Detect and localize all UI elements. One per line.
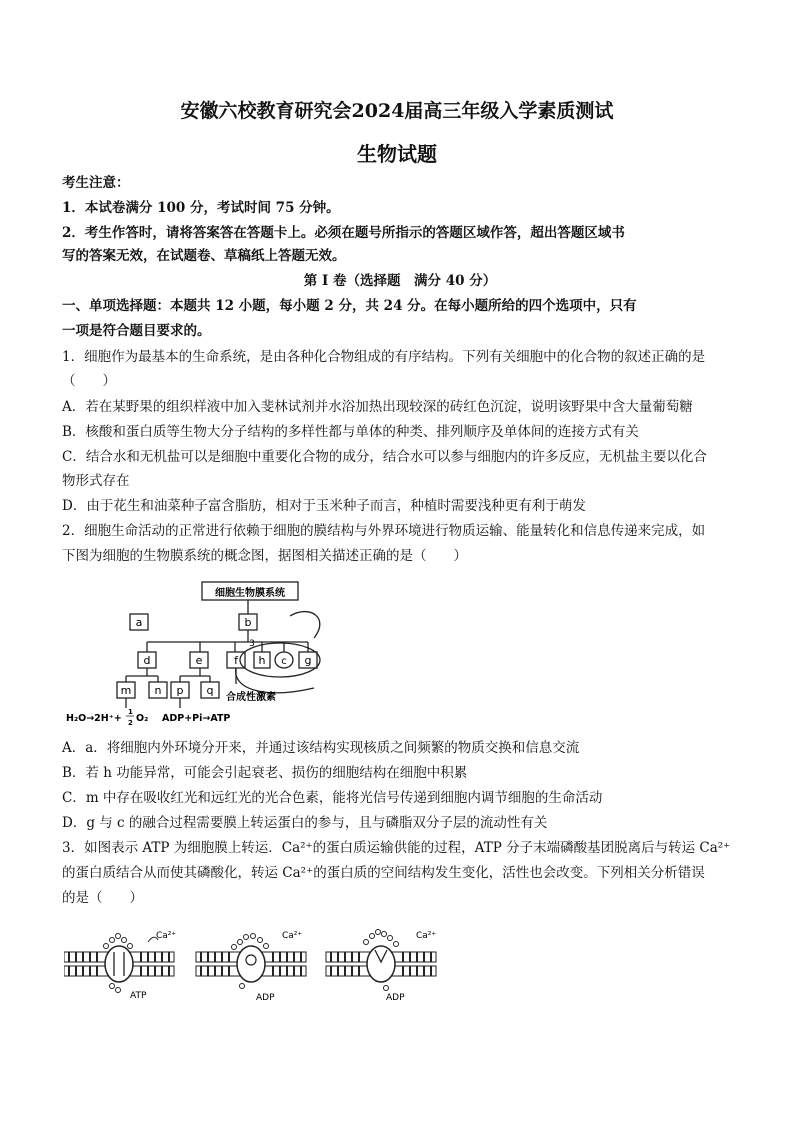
diagram-equation-o2: O₂ (136, 713, 149, 724)
q3-stem-line-3: 的是（ ） (62, 890, 143, 906)
q3-panel-3 (326, 930, 436, 1004)
diagram-label-a: a (135, 616, 143, 629)
exam-title: 安徽六校教育研究会2024届高三年级入学素质测试 (180, 100, 614, 122)
q3-panel-2 (196, 931, 306, 1003)
section-intro-line-2: 一项是符合题目要求的。 (62, 323, 211, 339)
diagram-label-g: g (304, 654, 312, 667)
diagram-root-label: 细胞生物膜系统 (215, 588, 285, 599)
q3-stem-line-1: 3．如图表示 ATP 为细胞膜上转运．Ca²⁺的蛋白质运输供能的过程，ATP 分子末端磷酸基团脱离后与转运 Ca²⁺ (62, 840, 731, 856)
q1-option-c-line-1: C．结合水和无机盐可以是细胞中重要化合物的成分，结合水可以参与细胞内的许多反应，无机盐主要以化合 (62, 449, 707, 465)
q1-stem-line-2: （ ） (62, 373, 116, 389)
diagram-label-d: d (143, 654, 151, 667)
q2-stem-line-2: 下图为细胞的生物膜系统的概念图，据图相关描述正确的是（ ） (62, 548, 467, 564)
volume-heading: 第 I 卷（选择题 满分 40 分） (303, 273, 497, 289)
diagram-label-b: b (244, 616, 252, 629)
q3-ion-label-3: Ca²⁺ (416, 931, 437, 941)
notice-item-1: 1．本试卷满分 100 分，考试时间 75 分钟。 (62, 200, 340, 216)
q2-option-b: B．若 h 功能异常，可能会引起衰老、损伤的细胞结构在细胞中积累 (62, 765, 468, 781)
q1-option-c-line-2: 物形式存在 (62, 473, 130, 489)
q3-adp-label-1: ADP (256, 993, 275, 1003)
q2-option-d: D．g 与 c 的融合过程需要膜上转运蛋白的参与，且与磷脂双分子层的流动性有关 (62, 815, 548, 831)
q1-stem-line-1: 1．细胞作为最基本的生命系统，是由各种化合物组成的有序结构。下列有关细胞中的化合物的叙述正确的是 (62, 349, 706, 365)
subject-title: 生物试题 (357, 142, 437, 166)
q2-option-c: C．m 中存在吸收红光和远红光的光合色素，能将光信号传递到细胞内调节细胞的生命活动 (62, 790, 603, 806)
q2-option-a: A．a．将细胞内外环境分开来，并通过该结构实现核质之间频繁的物质交换和信息交流 (62, 740, 580, 756)
q2-stem-line-1: 2．细胞生命活动的正常进行依赖于细胞的膜结构与外界环境进行物质运输、能量转化和信息传递来完成，如 (62, 523, 706, 539)
diagram-equation-fraction-den: 2 (128, 719, 133, 727)
section-intro-line-1: 一、单项选择题：本题共 12 小题，每小题 2 分，共 24 分。在每小题所给的四个选项中，只有 (62, 298, 637, 314)
q3-adp-label-2: ADP (386, 993, 405, 1003)
diagram-label-e: e (195, 654, 203, 667)
diagram-label-3: 3 (249, 639, 255, 649)
notice-item-2-line-1: 2．考生作答时，请将答案答在答题卡上。必须在题号所指示的答题区域作答，超出答题区域书 (62, 225, 625, 241)
q1-option-b: B．核酸和蛋白质等生物大分子结构的多样性都与单体的种类、排列顺序及单体间的连接方式有关 (62, 424, 639, 440)
q1-option-a: A．若在某野果的组织样液中加入斐林试剂并水浴加热出现较深的砖红色沉淀，说明该野果中含大量葡萄糖 (62, 399, 693, 415)
q3-ion-label-1: Ca²⁺ (156, 931, 177, 941)
q3-stem-line-2: 的蛋白质结合从而使其磷酸化，转运 Ca²⁺的蛋白质的空间结构发生变化，活性也会改变。下列相关分析错误 (62, 865, 705, 881)
notice-heading: 考生注意： (62, 175, 130, 191)
diagram-label-f: f (234, 654, 238, 667)
q2-membrane-concept-diagram (62, 576, 352, 728)
q3-ion-label-2: Ca²⁺ (282, 931, 303, 941)
diagram-equation-atp: ADP+Pi→ATP (162, 713, 231, 724)
diagram-equation-water-left: H₂O→2H⁺+ (66, 713, 122, 724)
diagram-label-m: m (120, 684, 132, 697)
diagram-label-p: p (176, 684, 184, 697)
diagram-label-n: n (154, 684, 162, 697)
q3-atp-label: ATP (130, 991, 147, 1001)
diagram-label-q: q (206, 684, 214, 697)
q3-calcium-pump-figure (64, 922, 464, 1004)
q1-option-d: D．由于花生和油菜种子富含脂肪，相对于玉米种子而言，种植时需要浅种更有利于萌发 (62, 498, 586, 514)
diagram-label-c: c (281, 656, 287, 667)
diagram-hormone-label: 合成性激素 (226, 692, 276, 703)
q3-panel-1 (64, 931, 176, 1001)
diagram-label-h: h (258, 654, 266, 667)
notice-item-2-line-2: 写的答案无效，在试题卷、草稿纸上答题无效。 (62, 248, 346, 264)
diagram-equation-fraction-num: 1 (128, 708, 133, 716)
